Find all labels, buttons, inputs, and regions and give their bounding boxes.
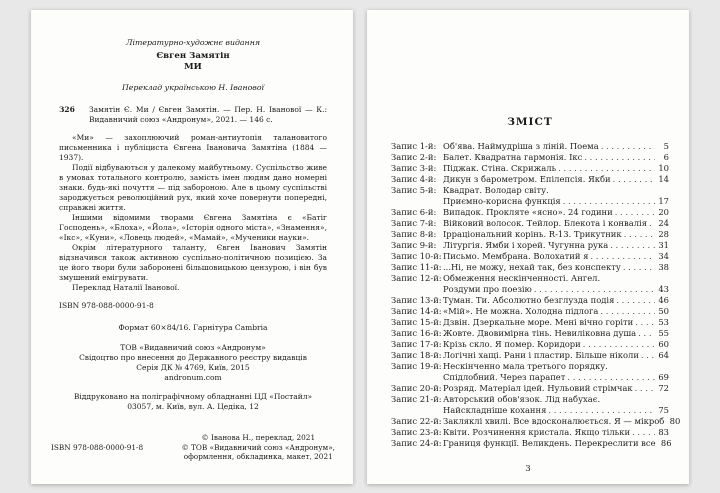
printer-line: Віддруковано на поліграфічному обладнанні ЦД «Постайл»: [73, 392, 313, 401]
toc-entry: [391, 394, 669, 416]
annotation-paragraph: «Ми» — захоплюючий роман-антиутопія талановитого письменника і публіциста Євгена Івановича Замятіна (1884 —1937).: [59, 133, 327, 162]
annotation-block: [59, 133, 327, 293]
toc-entry-page: 53: [658, 317, 669, 327]
toc-entry-page: 46: [658, 295, 669, 305]
toc-entry-title: Розряд. Матеріал ідей. Нульовий стрімчак: [443, 383, 633, 393]
toc-entry-page: 55: [658, 328, 669, 338]
toc-line-1: [391, 427, 669, 438]
toc-entry-title: Квіти. Розчинення кристала. Якщо тільки: [443, 427, 631, 437]
toc-entry-label: Запис 9-й:: [391, 240, 437, 250]
toc-entry: [391, 207, 669, 218]
toc-dot-leader: [649, 218, 655, 229]
toc-entry-label: Запис 10-й:: [391, 251, 442, 261]
toc-entry: [391, 262, 669, 273]
toc-entry-title: Об'ява. Наймудріша з ліній. Поема: [443, 141, 599, 151]
toc-entry-label: Запис 14-й:: [391, 306, 442, 316]
publisher-line: ТОВ «Видавничий союз «Андронум»: [120, 343, 266, 352]
toc-entry-title: Границя функції. Великдень. Перекреслити все: [443, 438, 656, 448]
toc-dot-leader: [616, 295, 655, 306]
toc-entry-label: Запис 13-й:: [391, 295, 442, 305]
toc-entry-title: Квадрат. Володар світу.: [443, 185, 549, 195]
toc-entry-page: 50: [658, 306, 669, 316]
toc-dot-leader: [632, 427, 655, 438]
toc-entry-title-cont: Спідлобний. Через парапет: [443, 372, 566, 382]
toc-dot-leader: [600, 306, 655, 317]
isbn-footer: ISBN 978-088-0000-91-8: [51, 442, 144, 452]
toc-dot-leader: [613, 174, 655, 185]
toc-line-2: [391, 284, 669, 295]
toc-entry-label: Запис 2-й:: [391, 152, 437, 162]
toc-entry-page: 38: [658, 262, 669, 272]
toc-entry: [391, 438, 672, 449]
annotation-paragraph: Переклад Наталії Іванової.: [72, 283, 180, 292]
toc-dot-leader: [534, 284, 655, 295]
toc-entry-page: 14: [658, 174, 669, 184]
toc-entry-page: 60: [658, 339, 669, 349]
toc-line-1: [391, 317, 669, 328]
toc-entry-label: Запис 17-й:: [391, 339, 442, 349]
toc-entry: [391, 350, 669, 361]
toc-entry-label: Запис 20-й:: [391, 383, 442, 393]
toc-line-1: [391, 416, 681, 427]
toc-entry-title: Балет. Квадратна гармонія. Ікс: [443, 152, 583, 162]
copyright-line: оформлення, обкладинка, макет, 2021: [183, 452, 333, 462]
toc-entry: [391, 218, 669, 229]
toc-heading: ЗМІСТ: [507, 116, 553, 128]
toc-line-1: [391, 438, 672, 449]
copyright-block: [181, 433, 335, 462]
toc-dot-leader: [548, 405, 655, 416]
toc-entry: [391, 185, 669, 207]
toc-entry-title: ...Ні, не можу, нехай так, без конспекту: [443, 262, 621, 272]
edition-note: Літературно-художнє видання: [125, 38, 260, 47]
toc-entry-page: 86: [660, 438, 672, 448]
toc-entry-label: Запис 4-й:: [391, 174, 437, 184]
toc-entry-label: Запис 6-й:: [391, 207, 437, 217]
author-sign: З26: [59, 105, 75, 114]
toc-entry: [391, 295, 669, 306]
toc-dot-leader: [610, 240, 655, 251]
toc-entry-label: Запис 16-й:: [391, 328, 442, 338]
toc-entry: [391, 229, 669, 240]
toc-line-1: [391, 174, 669, 185]
toc-entry-title: «Мій». Не можна. Холодна підлога: [443, 306, 599, 316]
toc-entry-page: 20: [658, 207, 669, 217]
toc-entry-title: Туман. Ти. Абсолютно безглузда подія: [443, 295, 615, 305]
catalog-description: Замятін Є. Ми / Євген Замятін. — Пер. Н. Іванової — К.: Видавничий союз «Андронум», 2021. — 146 с.: [89, 105, 327, 124]
toc-entry-title: Логічні хащі. Рани і пластир. Більше ніколи: [443, 350, 639, 360]
toc-line-2: [391, 405, 669, 416]
toc-entry: [391, 361, 669, 383]
book-title: МИ: [184, 62, 202, 72]
toc-line-1: [391, 306, 669, 317]
toc-entry-label: Запис 22-й:: [391, 416, 442, 426]
toc-entry-page: 43: [658, 284, 669, 294]
folio-page-number: 3: [525, 464, 531, 474]
toc-dot-leader: [583, 339, 655, 350]
toc-entry-title: Піджак. Стіна. Скрижаль: [443, 163, 557, 173]
translation-note: Переклад українською Н. Іванової: [121, 83, 265, 92]
toc-entry-title: Дзвін. Дзеркальне море. Мені вічно горіти: [443, 317, 634, 327]
toc-dot-leader: [638, 328, 655, 339]
catalog-entry: [59, 105, 327, 125]
toc-line-1: [391, 273, 669, 284]
toc-entry-page: 6: [663, 152, 669, 162]
toc-line-1: [391, 339, 669, 350]
toc-entry: [391, 339, 669, 350]
toc-dot-leader: [624, 229, 655, 240]
toc-entry-page: 83: [658, 427, 669, 437]
printer-line: 03057, м. Київ, вул. А. Цедіка, 12: [127, 402, 259, 411]
toc-dot-leader: [567, 372, 655, 383]
toc-entry: [391, 306, 669, 317]
toc-list: [391, 141, 681, 449]
toc-entry-label: Запис 23-й:: [391, 427, 442, 437]
contents-page: [367, 10, 689, 484]
toc-entry-page: 31: [658, 240, 669, 250]
toc-entry-title: Дикун з барометром. Епілепсія. Якби: [443, 174, 611, 184]
toc-entry-title: Випадок. Прокляте «ясно». 24 години: [443, 207, 613, 217]
toc-entry-title: Закляклі хвилі. Все вдосконалюється. Я — мікроб: [443, 416, 665, 426]
toc-line-1: [391, 240, 669, 251]
toc-entry: [391, 416, 681, 427]
toc-dot-leader: [641, 350, 655, 361]
annotation-paragraph: Події відбуваються у далекому майбутньому. Суспільство живе в умовах тотального контролю, замість імен людям дано номерні знаки. будь-які почуття — під забороною. Але в цьому суспільстві зароджується революційний рух, який хоче повернути попередні, справжні життя.: [59, 163, 327, 212]
toc-dot-leader: [623, 262, 655, 273]
toc-entry: [391, 427, 669, 438]
format-note: Формат 60×84/16. Гарнітура Cambria: [118, 323, 268, 332]
toc-entry-title-cont: Роздуми про поезію: [443, 284, 532, 294]
toc-entry-title: Війковий волосок. Тейлор. Блекота і конвалія: [443, 218, 648, 228]
toc-line-1: [391, 152, 669, 163]
toc-entry-title: Нескінченно мала третього порядку.: [443, 361, 608, 371]
toc-entry-label: Запис 18-й:: [391, 350, 442, 360]
toc-entry-label: Запис 24-й:: [391, 438, 442, 448]
toc-entry: [391, 328, 669, 339]
toc-entry: [391, 240, 669, 251]
toc-line-1: [391, 185, 669, 196]
toc-line-1: [391, 394, 669, 405]
imprint-page: [31, 10, 353, 484]
toc-entry-page: 24: [658, 218, 669, 228]
toc-entry-label: Запис 21-й:: [391, 394, 442, 404]
isbn-number: ISBN 978-088-0000-91-8: [59, 301, 154, 310]
toc-line-1: [391, 207, 669, 218]
toc-line-1: [391, 229, 669, 240]
toc-entry: [391, 317, 669, 328]
publisher-line: Свідоцтво про внесення до Державного реєстру видавців: [79, 353, 307, 362]
toc-line-2: [391, 372, 669, 383]
toc-entry: [391, 383, 669, 394]
annotation-paragraph: Іншими відомими творами Євгена Замятіна є «Батіг Господень», «Блоха», «Йола», «Історія одного міста», «Знамення», «Ікс», «Куни», «Ловець людей», «Мамай», «Мученики науки».: [59, 213, 327, 242]
author-name: Євген Замятін: [156, 51, 230, 61]
toc-line-1: [391, 350, 669, 361]
toc-line-1: [391, 361, 669, 372]
toc-dot-leader: [590, 251, 655, 262]
toc-entry-title: Обмеження нескінченності. Ангел.: [443, 273, 601, 283]
printer-block: [59, 392, 327, 412]
toc-line-1: [391, 218, 669, 229]
toc-entry-title-cont: Найскладніше кохання: [443, 405, 547, 415]
toc-entry-label: Запис 5-й:: [391, 185, 437, 195]
toc-entry-label: Запис 12-й:: [391, 273, 442, 283]
publisher-line: Серія ДК № 4769, Київ, 2015: [136, 363, 250, 372]
toc-entry: [391, 251, 669, 262]
toc-line-1: [391, 328, 669, 339]
toc-dot-leader: [563, 196, 655, 207]
toc-entry-label: Запис 1-й:: [391, 141, 437, 151]
toc-entry-label: Запис 15-й:: [391, 317, 442, 327]
copyright-line: © Іванова Н., переклад, 2021: [201, 433, 316, 443]
toc-entry-label: Запис 3-й:: [391, 163, 437, 173]
toc-line-2: [391, 196, 669, 207]
toc-entry-page: 34: [658, 251, 669, 261]
toc-dot-leader: [635, 317, 655, 328]
copyright-line: © ТОВ «Видавничий союз «Андронум»,: [181, 442, 335, 452]
toc-line-1: [391, 251, 669, 262]
toc-entry-page: 69: [658, 372, 669, 382]
toc-entry-title: Крізь скло. Я помер. Коридори: [443, 339, 581, 349]
toc-entry-label: Запис 11-й:: [391, 262, 442, 272]
toc-dot-leader: [601, 141, 655, 152]
toc-entry: [391, 273, 669, 295]
imprint-footer: [51, 433, 335, 462]
toc-line-1: [391, 262, 669, 273]
publisher-block: [59, 343, 327, 383]
toc-dot-leader: [558, 163, 655, 174]
toc-entry-label: Запис 7-й:: [391, 218, 437, 228]
toc-line-1: [391, 295, 669, 306]
toc-entry-page: 17: [658, 196, 669, 206]
toc-entry: [391, 163, 669, 174]
toc-entry-title: Авторський обов'язок. Лід набухає.: [443, 394, 601, 404]
toc-dot-leader: [584, 152, 655, 163]
toc-entry-page: 5: [663, 141, 669, 151]
publisher-website: andronum.com: [164, 373, 222, 382]
toc-entry: [391, 152, 669, 163]
toc-entry-page: 10: [658, 163, 669, 173]
toc-entry-label: Запис 8-й:: [391, 229, 437, 239]
toc-line-1: [391, 141, 669, 152]
annotation-paragraph: Окрім літературного таланту, Євген Іванович Замятін відзначився також активною суспільно-політичною позицією. За це його твори були заборонені більшовицькою цензурою, і він був змушений емігрувати.: [59, 243, 327, 282]
toc-entry: [391, 174, 669, 185]
toc-dot-leader: [635, 383, 655, 394]
toc-entry-title: Письмо. Мембрана. Волохатий я: [443, 251, 589, 261]
toc-entry-title: Ірраціональний корінь. R-13. Трикутник: [443, 229, 622, 239]
toc-entry-title: Літургія. Ямби і хорей. Чугунна рука: [443, 240, 609, 250]
toc-entry-page: 28: [658, 229, 669, 239]
toc-entry-title: Жовте. Двовимірна тінь. Невиліковна душа: [443, 328, 637, 338]
toc-line-1: [391, 383, 669, 394]
toc-entry-title-cont: Приємно-корисна функція: [443, 196, 561, 206]
toc-line-1: [391, 163, 669, 174]
toc-dot-leader: [615, 207, 655, 218]
toc-entry-page: 72: [658, 383, 669, 393]
toc-entry-page: 64: [658, 350, 669, 360]
toc-entry-page: 75: [658, 405, 669, 415]
toc-entry-label: Запис 19-й:: [391, 361, 442, 371]
toc-entry-page: 80: [669, 416, 681, 426]
toc-entry: [391, 141, 669, 152]
